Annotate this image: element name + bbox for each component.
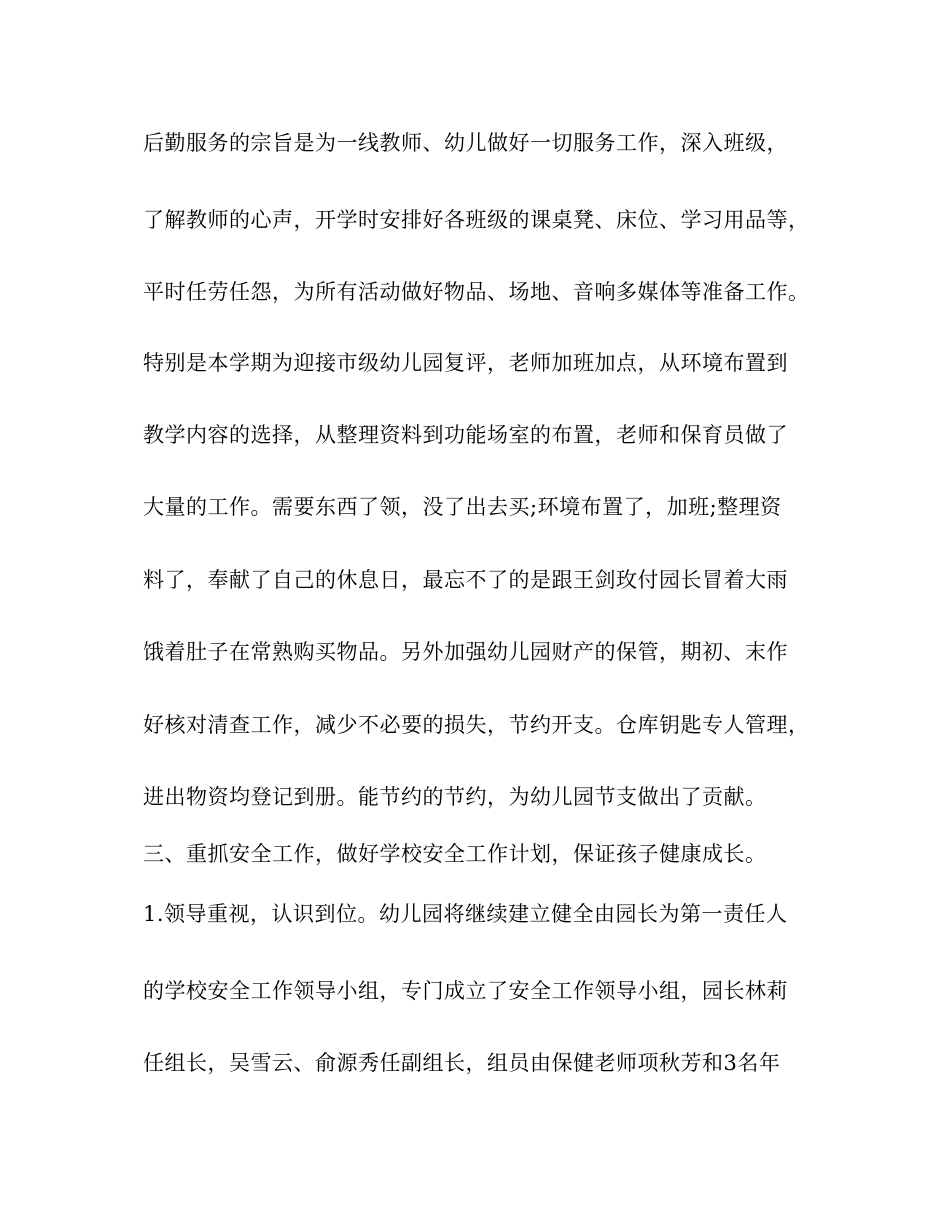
paragraph-line: 的学校安全工作领导小组，专门成立了安全工作领导小组，园长林莉: [143, 979, 788, 1003]
paragraph-line: 平时任劳任怨，为所有活动做好物品、场地、音响多媒体等准备工作。: [143, 280, 810, 304]
paragraph-line: 了解教师的心声，开学时安排好各班级的课桌凳、床位、学习用品等，: [143, 208, 810, 232]
paragraph-line: 料了，奉献了自己的休息日，最忘不了的是跟王剑玫付园长冒着大雨: [143, 568, 788, 592]
paragraph-line: 好核对清查工作，减少不必要的损失，节约开支。仓库钥匙专人管理，: [143, 713, 810, 737]
paragraph-line: 任组长，吴雪云、俞源秀任副组长，组员由保健老师项秋芳和3名年: [143, 1051, 781, 1075]
paragraph-line: 后勤服务的宗旨是为一线教师、幼儿做好一切服务工作，深入班级，: [143, 131, 788, 155]
paragraph-line: 饿着肚子在常熟购买物品。另外加强幼儿园财产的保管，期初、末作: [143, 640, 788, 664]
paragraph-line: 进出物资均登记到册。能节约的节约，为幼儿园节支做出了贡献。: [143, 785, 767, 809]
numbered-item-line: 1.领导重视，认识到位。幼儿园将继续建立健全由园长为第一责任人: [143, 902, 788, 926]
paragraph-line: 特别是本学期为迎接市级幼儿园复评，老师加班加点，从环境布置到: [143, 351, 788, 375]
paragraph-line: 大量的工作。需要东西了领，没了出去买;环境布置了，加班;整理资: [143, 495, 782, 519]
section-heading: 三、重抓安全工作，做好学校安全工作计划，保证孩子健康成长。: [143, 842, 767, 866]
paragraph-line: 教学内容的选择，从整理资料到功能场室的布置，老师和保育员做了: [143, 423, 788, 447]
